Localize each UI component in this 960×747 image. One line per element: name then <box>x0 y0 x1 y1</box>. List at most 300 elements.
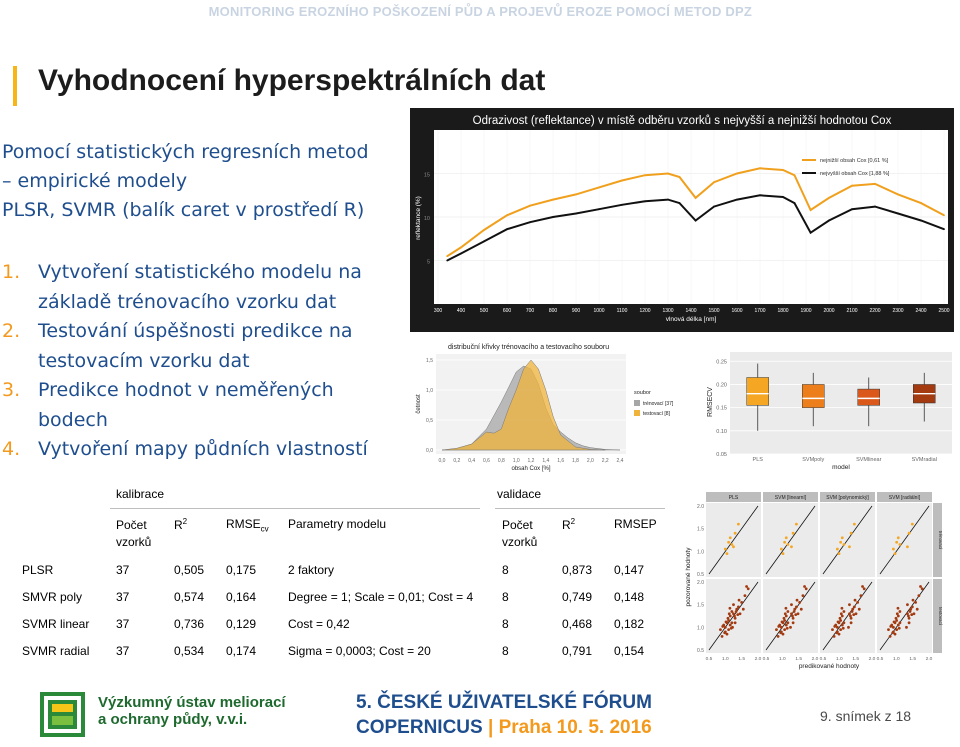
data-point <box>786 610 789 613</box>
reflectance-chart-svg <box>410 108 954 332</box>
data-point <box>889 635 892 638</box>
x-tick-label: 2500 <box>938 308 950 314</box>
data-point <box>889 625 892 628</box>
data-point <box>891 631 894 634</box>
x-tick-label: 1600 <box>731 308 743 314</box>
box-body <box>802 384 824 407</box>
table-cell-v-count: 8 <box>502 617 509 631</box>
data-point <box>897 536 900 539</box>
x-tick-label: 1300 <box>662 308 674 314</box>
legend-label: nejnižší obsah Cox [0,61 %] <box>820 158 889 164</box>
data-point <box>847 626 850 629</box>
intro-line: PLSR, SVMR (balík caret v prostředí R) <box>2 199 365 221</box>
table-cell-r2: 0,505 <box>174 563 205 577</box>
data-point <box>721 635 724 638</box>
data-point <box>728 612 731 615</box>
panel-title: SVM [polynomický] <box>826 495 869 501</box>
table-cell-count: 37 <box>116 590 130 604</box>
data-point <box>852 613 855 616</box>
data-point <box>848 545 851 548</box>
data-point <box>726 552 729 555</box>
intro-line: Pomocí statistických regresních metod <box>2 141 369 163</box>
institute-name-line: Výzkumný ústav meliorací <box>98 694 286 711</box>
data-point <box>575 213 577 215</box>
legend-label: trénovací [37] <box>643 401 674 407</box>
data-point <box>483 240 485 242</box>
slide-title: Vyhodnocení hyperspektrálních dat <box>38 64 546 97</box>
step-item <box>2 258 402 317</box>
data-point <box>727 541 730 544</box>
col-header-v-r2-text: R <box>562 518 571 532</box>
data-point <box>841 536 844 539</box>
institute-name <box>98 694 286 728</box>
y-tick-label: 1.0 <box>697 549 704 556</box>
data-point <box>843 610 846 613</box>
institute-logo-icon <box>40 692 85 737</box>
data-point <box>729 607 732 610</box>
data-point <box>742 608 745 611</box>
data-point <box>598 208 600 210</box>
data-point <box>791 615 794 618</box>
data-point <box>839 541 842 544</box>
data-point <box>887 628 890 631</box>
x-tick-label: 2.0 <box>925 657 933 662</box>
x-axis-label: obsah Cox [%] <box>511 466 551 472</box>
data-point <box>695 220 697 222</box>
data-point <box>552 199 554 201</box>
x-tick-label: 1.0 <box>892 657 900 662</box>
boxplot-chart-svg <box>702 342 956 472</box>
data-point <box>782 169 784 171</box>
data-point <box>841 624 844 627</box>
table-cell-rmse: 0,129 <box>226 617 257 631</box>
data-point <box>828 220 830 222</box>
table-cell-params: Sigma = 0,0003; Cost = 20 <box>288 644 431 658</box>
data-point <box>446 255 448 257</box>
data-point <box>789 626 792 629</box>
data-point <box>919 585 922 588</box>
data-point <box>853 523 856 526</box>
row-strip-label: trénovací <box>938 530 943 550</box>
data-point <box>839 628 842 631</box>
data-point <box>908 532 911 535</box>
data-point <box>810 232 812 234</box>
step-text: Vytvoření statistického modelu na základě trénovacího vzorku dat <box>38 261 362 313</box>
x-tick-label: 2,4 <box>616 458 624 464</box>
x-tick-label: 2.0 <box>754 657 762 662</box>
data-point <box>856 601 859 604</box>
y-tick-label: 0.20 <box>716 382 727 389</box>
forum-date: Praha 10. 5. 2016 <box>498 717 652 738</box>
data-point <box>835 631 838 634</box>
table-cell-v-r2: 0,468 <box>562 617 593 631</box>
table-cell-v-rmse: 0,154 <box>614 644 645 658</box>
data-point <box>795 606 798 609</box>
x-tick-label: 0,6 <box>483 458 490 464</box>
table-cell-r2: 0,534 <box>174 644 205 658</box>
step-item <box>2 435 402 465</box>
x-tick-label: 1.5 <box>852 657 860 662</box>
data-point <box>794 613 797 616</box>
data-point <box>851 185 853 187</box>
col-header-rmse <box>226 517 269 533</box>
data-point <box>713 181 715 183</box>
x-tick-label: 2000 <box>823 308 835 314</box>
data-point <box>679 176 681 178</box>
legend-title: soubor <box>634 390 651 396</box>
data-point <box>920 202 922 204</box>
data-point <box>729 536 732 539</box>
banner-text: MONITORING EROZNÍHO POŠKOZENÍ PŮD A PROJEVŮ EROZE POMOCÍ METOD DPZ <box>208 4 752 19</box>
table-cell-v-r2: 0,791 <box>562 644 593 658</box>
data-point <box>897 193 899 195</box>
x-tick-label: 2400 <box>915 308 927 314</box>
col-header-count: Počet vzorků <box>116 518 152 549</box>
data-point <box>727 617 730 620</box>
x-tick-label: 1800 <box>777 308 789 314</box>
data-point <box>736 199 738 201</box>
data-point <box>874 183 876 185</box>
data-point <box>836 626 839 629</box>
data-point <box>828 197 830 199</box>
data-point <box>446 260 448 262</box>
x-tick-label: 2,0 <box>586 458 594 464</box>
data-point <box>794 174 796 176</box>
data-point <box>790 545 793 548</box>
data-point <box>732 603 735 606</box>
table-cell-rmse: 0,164 <box>226 590 257 604</box>
x-tick-label: 1.0 <box>835 657 843 662</box>
data-point <box>724 548 727 551</box>
data-point <box>840 612 843 615</box>
data-point <box>841 607 844 610</box>
data-point <box>796 599 799 602</box>
chart-title: Odrazivost (reflektance) v místě odběru vzorků s nejvyšší a nejnižší hodnotou Cox <box>472 115 892 127</box>
density-chart <box>412 336 692 476</box>
y-tick-label: 2.0 <box>697 580 704 586</box>
data-point <box>730 543 733 546</box>
x-tick-label: 0.5 <box>876 657 884 662</box>
table-cell-v-count: 8 <box>502 563 509 577</box>
data-point <box>854 599 857 602</box>
data-point <box>914 601 917 604</box>
data-point <box>899 610 902 613</box>
table-cell-params: Degree = 1; Scale = 0,01; Cost = 4 <box>288 590 474 604</box>
data-point <box>836 548 839 551</box>
data-point <box>790 603 793 606</box>
x-axis-label: model <box>832 464 850 471</box>
col-header-r2-sup: 2 <box>182 517 188 526</box>
reflectance-chart <box>410 108 954 332</box>
col-header-r2-text: R <box>174 518 183 532</box>
col-header-v-r2-sup: 2 <box>570 517 576 526</box>
x-tick-label: 1400 <box>685 308 697 314</box>
col-header-v-r2 <box>562 517 575 532</box>
data-point <box>833 625 836 628</box>
data-point <box>644 174 646 176</box>
data-point <box>730 621 733 624</box>
data-point <box>780 548 783 551</box>
x-tick-label: 0,0 <box>438 458 446 464</box>
x-tick-label: 1,6 <box>557 458 565 464</box>
y-tick-label: 0.15 <box>716 405 727 412</box>
data-point <box>506 228 508 230</box>
y-tick-label: 15 <box>423 172 430 179</box>
data-point <box>736 173 738 175</box>
data-point <box>719 628 722 631</box>
data-point <box>759 194 761 196</box>
data-point <box>892 548 895 551</box>
data-point <box>843 543 846 546</box>
data-point <box>874 206 876 208</box>
data-point <box>895 617 898 620</box>
x-tick-label: 1000 <box>593 308 605 314</box>
legend-swatch <box>634 400 640 406</box>
box-body <box>747 378 769 406</box>
data-point <box>777 625 780 628</box>
data-point <box>779 631 782 634</box>
box-body <box>858 389 880 405</box>
x-tick-label: 0.5 <box>762 657 770 662</box>
data-point <box>838 552 841 555</box>
results-table <box>0 478 675 678</box>
data-point <box>916 608 919 611</box>
table-cell-name: SMVR poly <box>22 590 83 604</box>
data-point <box>843 621 846 624</box>
x-tick-label: PLS <box>752 457 763 463</box>
data-point <box>737 606 740 609</box>
data-point <box>899 543 902 546</box>
data-point <box>781 620 784 623</box>
data-point <box>725 620 728 623</box>
x-tick-label: 1700 <box>754 308 766 314</box>
step-number: 1. <box>2 261 21 283</box>
data-point <box>906 603 909 606</box>
col-header-v-count: Počet vzorků <box>502 518 538 549</box>
data-point <box>723 631 726 634</box>
table-cell-count: 37 <box>116 563 130 577</box>
data-point <box>740 601 743 604</box>
data-point <box>833 635 836 638</box>
y-axis-label: reflektance (%) <box>415 196 422 240</box>
table-cell-rmse: 0,175 <box>226 563 257 577</box>
x-tick-label: 0,4 <box>468 458 476 464</box>
data-point <box>853 606 856 609</box>
step-number: 2. <box>2 320 21 342</box>
data-point <box>783 541 786 544</box>
y-tick-label: 0.25 <box>716 359 727 366</box>
data-point <box>894 552 897 555</box>
data-point <box>861 585 864 588</box>
y-axis-label: pozorované hodnoty <box>685 547 692 607</box>
table-cell-name: SVMR linear <box>22 617 90 631</box>
data-point <box>793 610 796 613</box>
table-cell-params: 2 faktory <box>288 563 335 577</box>
data-point <box>460 247 462 249</box>
data-point <box>786 543 789 546</box>
y-tick-label: 0.05 <box>716 452 727 458</box>
panel-title: SVM [linearní] <box>774 495 807 501</box>
data-point <box>529 221 531 223</box>
data-point <box>839 617 842 620</box>
x-tick-label: 1.5 <box>738 657 746 662</box>
title-accent-bar <box>13 66 17 106</box>
x-tick-label: 2.0 <box>868 657 876 662</box>
data-point <box>721 625 724 628</box>
group-header-valid: validace <box>497 487 542 501</box>
header-banner <box>0 0 960 22</box>
data-point <box>842 627 845 630</box>
data-point <box>529 205 531 207</box>
data-point <box>911 523 914 526</box>
header-divider <box>495 508 665 509</box>
data-point <box>911 606 914 609</box>
panel-title: PLS <box>728 495 739 501</box>
data-point <box>892 626 895 629</box>
data-point <box>917 594 920 597</box>
data-point <box>598 187 600 189</box>
x-tick-label: 2,2 <box>601 458 609 464</box>
data-point <box>912 599 915 602</box>
data-point <box>851 208 853 210</box>
data-point <box>736 613 739 616</box>
density-chart-svg <box>412 336 692 476</box>
data-point <box>679 202 681 204</box>
x-tick-label: 1100 <box>616 308 628 314</box>
data-point <box>575 193 577 195</box>
x-axis-label: vlnová délka [nm] <box>665 316 717 323</box>
data-point <box>906 545 909 548</box>
data-point <box>805 587 808 590</box>
forum-line1: 5. ČESKÉ UŽIVATELSKÉ FÓRUM <box>356 692 652 713</box>
data-point <box>729 624 732 627</box>
x-tick-label: 300 <box>433 308 443 314</box>
data-point <box>943 214 945 216</box>
col-header-params: Parametry modelu <box>288 517 387 531</box>
x-tick-label: 1,2 <box>527 458 535 464</box>
table-cell-name: PLSR <box>22 563 54 577</box>
data-point <box>899 621 902 624</box>
y-tick-label: 0,5 <box>426 418 433 424</box>
intro-line: – empirické modely <box>2 170 188 192</box>
data-point <box>780 626 783 629</box>
data-point <box>943 228 945 230</box>
col-header-rmse-sub: cv <box>260 524 269 534</box>
table-cell-r2: 0,736 <box>174 617 205 631</box>
x-tick-label: 0,2 <box>453 458 461 464</box>
data-point <box>850 621 853 624</box>
y-axis-label: RMSECV <box>707 387 714 417</box>
y-tick-label: 1.5 <box>697 526 704 533</box>
boxplot-chart <box>702 342 956 472</box>
y-tick-label: 1.5 <box>697 602 704 609</box>
data-point <box>784 612 787 615</box>
table-cell-count: 37 <box>116 644 130 658</box>
forum-copernicus: COPERNICUS <box>356 717 483 738</box>
data-point <box>785 607 788 610</box>
data-point <box>921 587 924 590</box>
data-point <box>621 180 623 182</box>
data-point <box>792 532 795 535</box>
data-point <box>837 620 840 623</box>
y-tick-label: 5 <box>426 259 430 266</box>
table-cell-name: SVMR radial <box>22 644 90 658</box>
steps-list <box>2 258 402 465</box>
scatter-chart <box>680 482 958 672</box>
step-item <box>2 376 402 435</box>
x-tick-label: SVMlinear <box>856 457 882 463</box>
data-point <box>907 615 910 618</box>
data-point <box>777 635 780 638</box>
data-point <box>795 523 798 526</box>
step-item <box>2 317 402 376</box>
data-point <box>851 610 854 613</box>
step-text: Testování úspěšnosti predikce na testovacím vzorku dat <box>38 320 353 372</box>
x-tick-label: 1200 <box>639 308 651 314</box>
x-tick-label: 1,0 <box>512 458 520 464</box>
data-point <box>905 626 908 629</box>
data-point <box>734 621 737 624</box>
x-tick-label: 0.5 <box>705 657 713 662</box>
table-cell-v-count: 8 <box>502 590 509 604</box>
data-point <box>782 196 784 198</box>
table-cell-v-rmse: 0,182 <box>614 617 645 631</box>
y-tick-label: 10 <box>423 216 430 222</box>
data-point <box>800 608 803 611</box>
data-point <box>859 594 862 597</box>
data-point <box>810 209 812 211</box>
x-tick-label: 0.5 <box>819 657 827 662</box>
data-point <box>737 523 740 526</box>
x-tick-label: SVMradial <box>911 457 937 463</box>
data-point <box>785 624 788 627</box>
data-point <box>733 615 736 618</box>
data-point <box>897 624 900 627</box>
data-point <box>792 621 795 624</box>
y-tick-label: 1,5 <box>426 358 433 364</box>
table-cell-v-r2: 0,873 <box>562 563 593 577</box>
x-tick-label: 800 <box>548 308 558 314</box>
data-point <box>783 628 786 631</box>
y-tick-label: 0.5 <box>697 572 704 578</box>
data-point <box>782 552 785 555</box>
data-point <box>893 620 896 623</box>
data-point <box>460 253 462 255</box>
x-tick-label: SVMpoly <box>802 457 825 463</box>
y-tick-label: 0,0 <box>426 448 433 454</box>
data-point <box>759 167 761 169</box>
x-tick-label: 1.5 <box>909 657 917 662</box>
institute-name-line: a ochrany půdy, v.v.i. <box>98 711 248 728</box>
data-point <box>727 628 730 631</box>
data-point <box>803 585 806 588</box>
table-cell-rmse: 0,174 <box>226 644 257 658</box>
data-point <box>895 541 898 544</box>
forum-title <box>356 690 652 740</box>
x-tick-label: 1.5 <box>795 657 803 662</box>
data-point <box>909 610 912 613</box>
x-tick-label: 700 <box>525 308 535 314</box>
x-tick-label: 0,8 <box>497 458 505 464</box>
table-cell-params: Cost = 0,42 <box>288 617 350 631</box>
row-strip-label: testovací <box>938 606 943 626</box>
data-point <box>897 213 899 215</box>
table-cell-v-r2: 0,749 <box>562 590 593 604</box>
data-point <box>730 610 733 613</box>
y-axis-label: četnost <box>416 394 422 414</box>
data-point <box>794 202 796 204</box>
data-point <box>895 628 898 631</box>
